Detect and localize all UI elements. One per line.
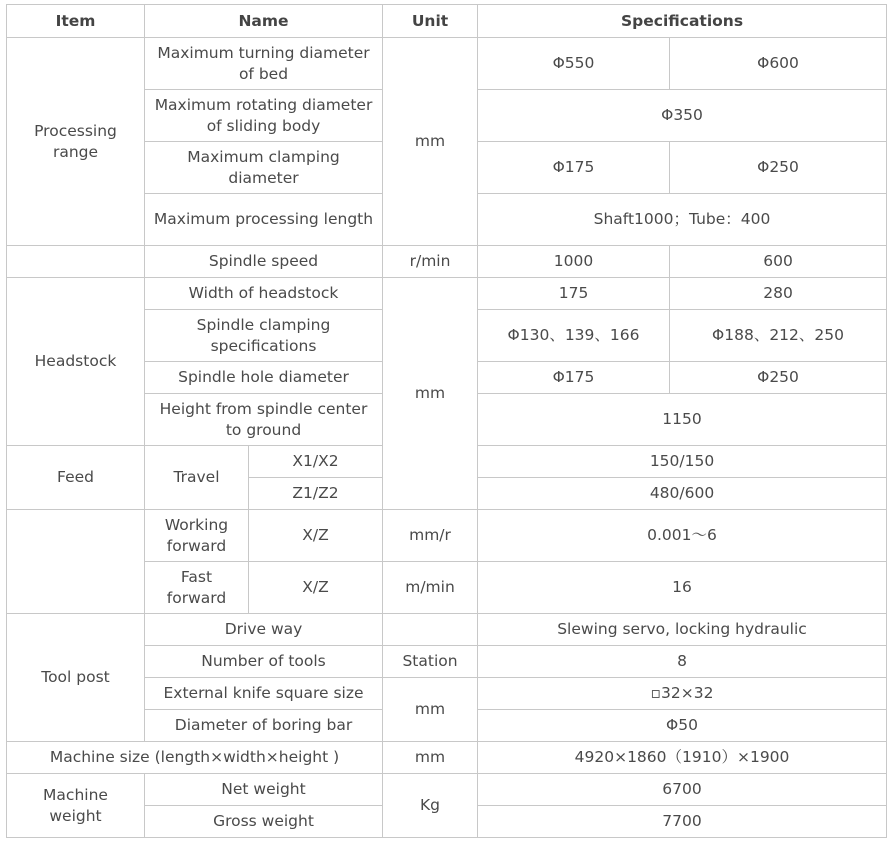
spec-cell: Φ600 — [670, 38, 887, 90]
spec-cell: Shaft1000；Tube：400 — [478, 194, 887, 246]
spec-cell: Φ250 — [670, 142, 887, 194]
spec-cell: 175 — [478, 278, 670, 310]
spec-cell: Slewing servo, locking hydraulic — [478, 614, 887, 646]
row-name: Spindle speed — [145, 246, 383, 278]
spec-cell: 7700 — [478, 806, 887, 838]
spec-cell: 16 — [478, 562, 887, 614]
group-machine-weight: Machine weight — [7, 774, 145, 838]
table-row — [7, 278, 887, 310]
row-name: Maximum clamping diameter — [145, 142, 383, 194]
spec-cell: 6700 — [478, 774, 887, 806]
spec-cell: 1150 — [478, 394, 887, 446]
row-name: External knife square size — [145, 678, 383, 710]
row-name: Spindle clamping specifications — [145, 310, 383, 362]
unit-cell: r/min — [383, 246, 478, 278]
row-name: Drive way — [145, 614, 383, 646]
row-name: Fast forward — [145, 562, 249, 614]
spec-cell: 1000 — [478, 246, 670, 278]
group-empty — [7, 246, 145, 278]
spec-cell: ▫32×32 — [478, 678, 887, 710]
axis-cell: X1/X2 — [249, 446, 383, 478]
spec-cell: 4920×1860（1910）×1900 — [478, 742, 887, 774]
row-name: Maximum processing length — [145, 194, 383, 246]
row-name: Width of headstock — [145, 278, 383, 310]
unit-cell: mm — [383, 742, 478, 774]
spec-table — [6, 4, 887, 838]
unit-cell: mm/r — [383, 510, 478, 562]
table-row — [7, 774, 887, 806]
unit-cell: Kg — [383, 774, 478, 838]
group-headstock: Headstock — [7, 278, 145, 446]
group-processing-range: Processing range — [7, 38, 145, 246]
spec-cell: 150/150 — [478, 446, 887, 478]
header-unit: Unit — [383, 5, 478, 38]
spec-cell: 0.001～6 — [478, 510, 887, 562]
unit-cell: mm — [383, 678, 478, 742]
unit-cell: mm — [383, 38, 478, 246]
header-row — [7, 5, 887, 38]
spec-cell: Φ175 — [478, 362, 670, 394]
header-specifications: Specifications — [478, 5, 887, 38]
table-row — [7, 246, 887, 278]
spec-cell: Φ350 — [478, 90, 887, 142]
row-name: Net weight — [145, 774, 383, 806]
spec-cell: Φ175 — [478, 142, 670, 194]
unit-cell: m/min — [383, 562, 478, 614]
unit-cell — [383, 614, 478, 646]
table-row — [7, 614, 887, 646]
row-name: Spindle hole diameter — [145, 362, 383, 394]
spec-cell: Φ250 — [670, 362, 887, 394]
row-name: Diameter of boring bar — [145, 710, 383, 742]
row-name: Height from spindle center to ground — [145, 394, 383, 446]
header-item: Item — [7, 5, 145, 38]
spec-cell: Φ550 — [478, 38, 670, 90]
row-name: Number of tools — [145, 646, 383, 678]
spec-cell: 480/600 — [478, 478, 887, 510]
table-row — [7, 742, 887, 774]
row-name: Maximum turning diameter of bed — [145, 38, 383, 90]
table-row — [7, 510, 887, 562]
spec-cell: 600 — [670, 246, 887, 278]
axis-cell: X/Z — [249, 562, 383, 614]
row-name: Working forward — [145, 510, 249, 562]
unit-cell: Station — [383, 646, 478, 678]
group-empty — [7, 510, 145, 614]
table-row — [7, 38, 887, 90]
header-name: Name — [145, 5, 383, 38]
row-name: Maximum rotating diameter of sliding body — [145, 90, 383, 142]
row-name: Gross weight — [145, 806, 383, 838]
axis-cell: Z1/Z2 — [249, 478, 383, 510]
unit-cell: mm — [383, 278, 478, 510]
axis-cell: X/Z — [249, 510, 383, 562]
spec-cell: Φ130、139、166 — [478, 310, 670, 362]
spec-cell: Φ188、212、250 — [670, 310, 887, 362]
row-name: Machine size (length×width×height ) — [7, 742, 383, 774]
row-name: Travel — [145, 446, 249, 510]
group-feed: Feed — [7, 446, 145, 510]
spec-cell: 8 — [478, 646, 887, 678]
group-tool-post: Tool post — [7, 614, 145, 742]
spec-cell: 280 — [670, 278, 887, 310]
spec-cell: Φ50 — [478, 710, 887, 742]
